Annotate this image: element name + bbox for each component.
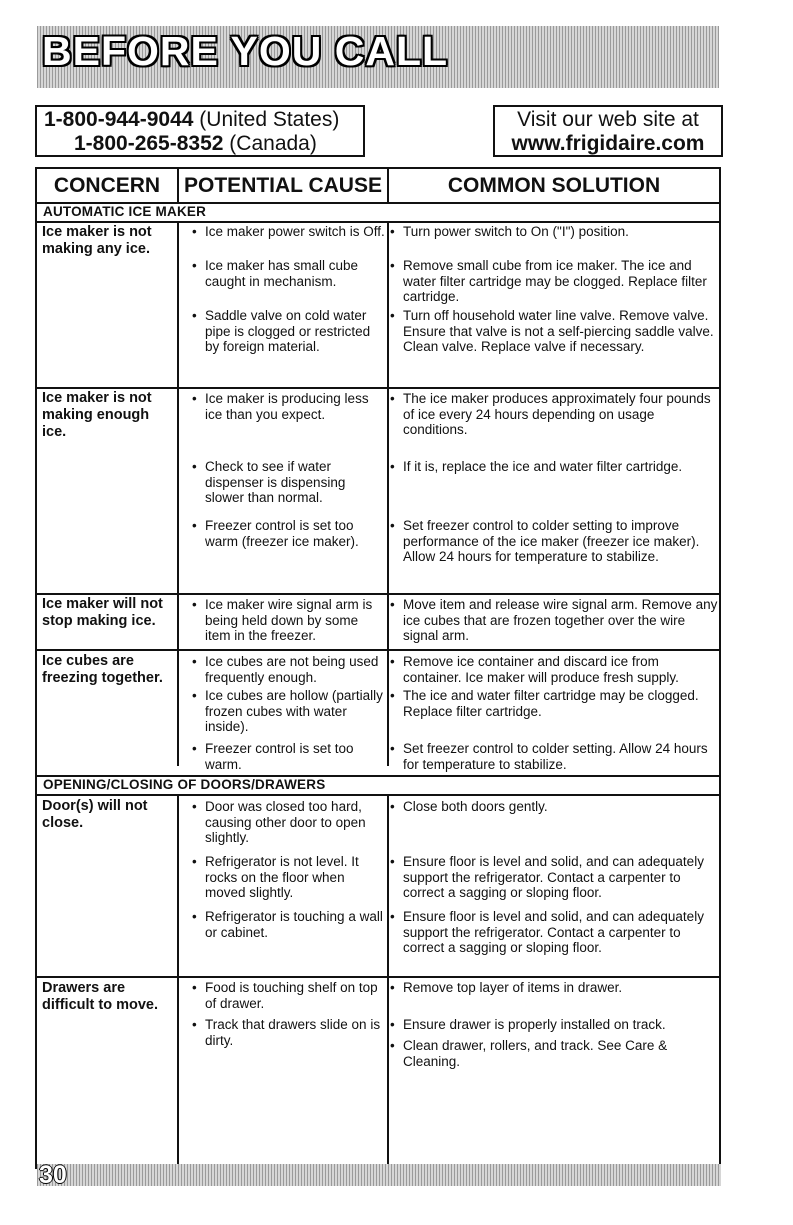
phone-us: [37, 108, 363, 132]
solution-item: • The ice maker produces approximately four pounds of ice every 24 hours depending on usage conditions.: [390, 391, 711, 437]
page-title: BEFORE YOU CALL: [42, 28, 449, 74]
column-header-solution: COMMON SOLUTION: [447, 174, 661, 197]
cause-item: • Ice maker has small cube caught in mechanism.: [192, 258, 359, 289]
phone-us-number: 1-800-944-9044: [44, 108, 194, 131]
column-header-cause: POTENTIAL CAUSE: [184, 174, 382, 197]
cause-item: • Freezer control is set too warm.: [192, 741, 354, 772]
concern-cell: Drawers are difficult to move.: [42, 980, 158, 1013]
divider: [37, 387, 719, 389]
page-number: 30: [39, 1161, 67, 1189]
divider: [37, 593, 719, 595]
cause-item: • Ice maker is producing less ice than you expect.: [192, 391, 369, 422]
cause-item: • Ice maker wire signal arm is being held down by some item in the freezer.: [192, 597, 373, 643]
phone-us-label: (United States): [199, 108, 340, 131]
divider: [387, 794, 389, 1169]
solution-item: • The ice and water filter cartridge may be clogged. Replace filter cartridge.: [390, 688, 699, 719]
solution-item: • Remove top layer of items in drawer.: [390, 980, 623, 995]
solution-item: • Clean drawer, rollers, and track. See Care & Cleaning.: [390, 1038, 668, 1069]
concern-cell: Ice maker will not stop making ice.: [42, 596, 163, 629]
concern-cell: Ice maker is not making any ice.: [42, 224, 152, 257]
cause-item: • Ice cubes are not being used frequently enough.: [192, 654, 379, 685]
concern-cell: Door(s) will not close.: [42, 798, 148, 831]
divider: [177, 169, 179, 203]
cause-item: • Freezer control is set too warm (freezer ice maker).: [192, 518, 359, 549]
website-box: [493, 105, 723, 157]
divider: [37, 221, 719, 223]
phone-ca: [37, 132, 363, 156]
divider: [37, 649, 719, 651]
section-title-doors: OPENING/CLOSING OF DOORS/DRAWERS: [43, 777, 326, 792]
cause-item: • Track that drawers slide on is dirty.: [192, 1017, 381, 1048]
cause-item: • Refrigerator is touching a wall or cabinet.: [192, 909, 383, 940]
solution-item: • Close both doors gently.: [390, 799, 548, 814]
divider: [387, 169, 389, 203]
cause-item: • Food is touching shelf on top of drawer.: [192, 980, 378, 1011]
divider: [37, 794, 719, 796]
solution-item: • Ensure floor is level and solid, and can adequately support the refrigerator. Contact a carpenter to correct a sagging or sloping floor.: [390, 909, 704, 955]
phone-ca-label: (Canada): [229, 132, 317, 155]
solution-item: • Set freezer control to colder setting to improve performance of the ice maker (freezer ice maker). Allow 24 hours for temperature to stabilize.: [390, 518, 700, 564]
concern-cell: Ice maker is not making enough ice.: [42, 390, 152, 440]
cause-item: • Check to see if water dispenser is dispensing slower than normal.: [192, 459, 346, 505]
solution-item: • Ensure floor is level and solid, and can adequately support the refrigerator. Contact a carpenter to correct a sagging or sloping floor.: [390, 854, 704, 900]
divider: [37, 976, 719, 978]
solution-item: • Move item and release wire signal arm. Remove any ice cubes that are frozen together over the wire signal arm.: [390, 597, 718, 643]
section-title-ice-maker: AUTOMATIC ICE MAKER: [43, 204, 207, 219]
website-url[interactable]: www.frigidaire.com: [511, 132, 705, 155]
concern-cell: Ice cubes are freezing together.: [42, 653, 163, 686]
divider: [177, 794, 179, 1169]
solution-item: • Remove ice container and discard ice from container. Ice maker will produce fresh supply.: [390, 654, 679, 685]
cause-item: • Saddle valve on cold water pipe is clogged or restricted by foreign material.: [192, 308, 371, 354]
solution-item: • Set freezer control to colder setting. Allow 24 hours for temperature to stabilize.: [390, 741, 708, 772]
website-text: Visit our web site at: [517, 108, 699, 131]
cause-item: • Refrigerator is not level. It rocks on the floor when moved slightly.: [192, 854, 359, 900]
solution-item: • Turn off household water line valve. Remove valve. Ensure that valve is not a self-piercing saddle valve. Clean valve. Replace valve if necessary.: [390, 308, 714, 354]
solution-item: • Turn power switch to On ("I") position.: [390, 224, 629, 239]
solution-item: • Ensure drawer is properly installed on track.: [390, 1017, 666, 1032]
troubleshooting-table: [35, 167, 721, 1169]
cause-item: • Ice cubes are hollow (partially frozen cubes with water inside).: [192, 688, 383, 734]
solution-item: • Remove small cube from ice maker. The ice and water filter cartridge may be clogged. Replace filter cartridge.: [390, 258, 707, 304]
phone-ca-number: 1-800-265-8352: [74, 132, 224, 155]
divider: [387, 221, 389, 766]
column-header-concern: CONCERN: [53, 174, 161, 197]
cause-item: • Ice maker power switch is Off.: [192, 224, 385, 239]
divider: [177, 221, 179, 766]
cause-item: • Door was closed too hard, causing other door to open slightly.: [192, 799, 366, 845]
solution-item: • If it is, replace the ice and water filter cartridge.: [390, 459, 683, 474]
phone-box: [35, 105, 365, 157]
footer-band: [37, 1164, 721, 1186]
